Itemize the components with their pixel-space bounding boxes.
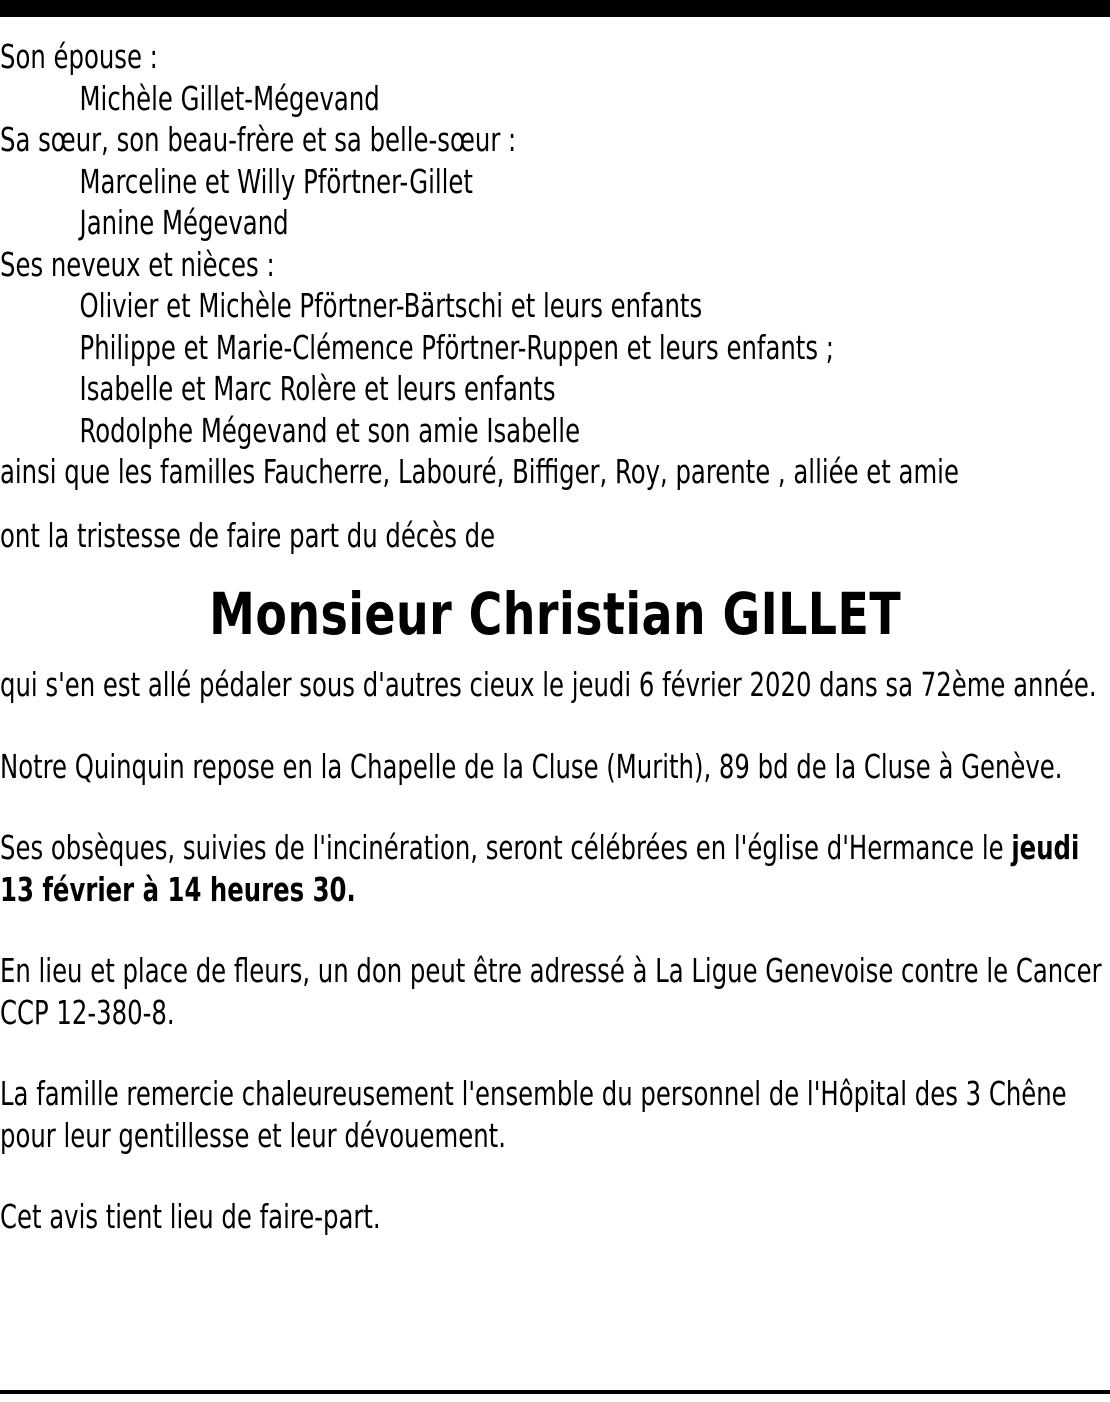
announcement-text: ont la tristesse de faire part du décès de [0,515,496,555]
other-families: ainsi que les familles Faucherre, Labouré, Biffiger, Roy, parente , alliée et amie [0,452,959,491]
spouse-name: Michèle Gillet-Mégevand [79,78,380,118]
thanks-paragraph: La famille remercie chaleureusement l'ensemble du personnel de l'Hôpital des 3 Chêne pour leur gentillesse et leur dévouement. [0,1074,1067,1155]
siblings-heading: Sa sœur, son beau-frère et sa belle-sœur : [0,120,517,159]
nephew-name: Philippe et Marie-Clémence Pförtner-Ruppen et leurs enfants ; [79,327,834,367]
passing-paragraph: qui s'en est allé pédaler sous d'autres cieux le jeudi 6 février 2020 dans sa 72ème année. [0,665,1097,704]
rest-paragraph: Notre Quinquin repose en la Chapelle de la Cluse (Murith), 89 bd de la Cluse à Genève. [0,746,1063,786]
nephew-name: Isabelle et Marc Rolère et leurs enfants [79,369,556,408]
notice-text: Cet avis tient lieu de faire-part. [0,1197,381,1236]
sibling-name: Marceline et Willy Pförtner-Gillet [79,161,473,201]
nephew-name: Olivier et Michèle Pförtner-Bärtschi et leurs enfants [79,286,703,325]
top-rule [0,0,1110,17]
spouse-heading: Son épouse : [0,37,158,76]
bottom-rule [0,1390,1110,1394]
deceased-name [0,574,1110,654]
nephew-name: Rodolphe Mégevand et son amie Isabelle [79,410,581,450]
nephews-heading: Ses neveux et nièces : [0,244,275,284]
sibling-name: Janine Mégevand [79,203,289,242]
funeral-date: jeudi 13 février à 14 heures 30. [0,828,1080,909]
donation-paragraph: En lieu et place de fleurs, un don peut être adressé à La Ligue Genevoise contre le Cancer CCP 12-380-8. [0,951,1102,1032]
obituary-notice [0,36,1110,1238]
funeral-text: Ses obsèques, suivies de l'incinération, seront célébrées en l'église d'Hermance le [0,828,1012,867]
deceased-name-text: Monsieur Christian GILLET [209,580,901,648]
funeral-paragraph [0,827,1109,910]
